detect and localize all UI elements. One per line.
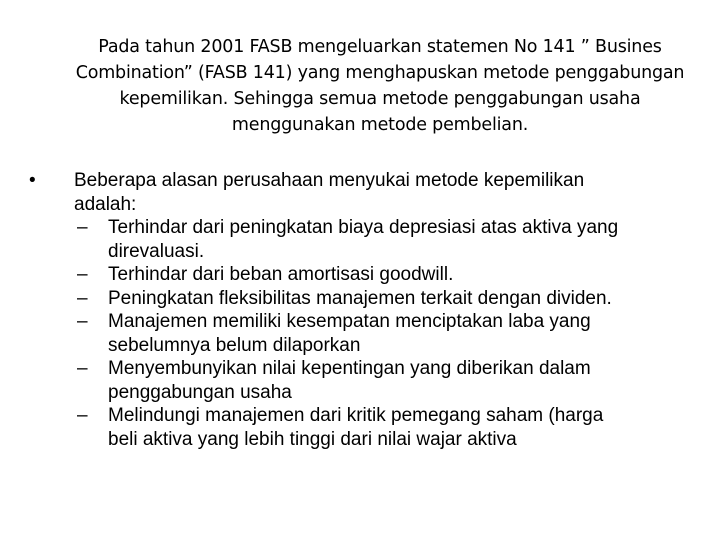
intro-line: Pada tahun 2001 FASB mengeluarkan statemen No 141 ” Busines: [98, 37, 662, 57]
dash-marker: –: [77, 287, 88, 309]
sub-bullet-item: [0, 404, 720, 451]
sub-bullet-item: [0, 216, 720, 263]
bullet-item: [0, 169, 720, 216]
sub-bullet-text-line: penggabungan usaha: [108, 381, 292, 403]
sub-bullet-list: [0, 216, 720, 451]
sub-bullet-text-line: Peningkatan fleksibilitas manajemen terkait dengan dividen.: [108, 287, 612, 309]
dash-marker: –: [77, 311, 88, 332]
intro-line: kepemilikan. Sehingga semua metode penggabungan usaha: [119, 89, 641, 109]
sub-bullet-text-line: beli aktiva yang lebih tinggi dari nilai wajar aktiva: [108, 428, 517, 450]
sub-bullet-text-line: Melindungi manajemen dari kritik pemegang saham (harga: [108, 405, 604, 426]
sub-bullet-item: [0, 310, 720, 357]
sub-bullet-item: [0, 287, 720, 311]
bullet-text-line: adalah:: [74, 193, 137, 215]
sub-bullet-text-line: Manajemen memiliki kesempatan menciptakan laba yang: [108, 311, 591, 332]
dash-marker: –: [77, 217, 88, 238]
sub-bullet-text-line: sebelumnya belum dilaporkan: [108, 334, 361, 356]
sub-bullet-text-line: Terhindar dari peningkatan biaya depresiasi atas aktiva yang: [108, 217, 619, 238]
sub-bullet-text-line: direvaluasi.: [108, 240, 205, 262]
sub-bullet-text-line: Terhindar dari beban amortisasi goodwill.: [108, 264, 454, 285]
sub-bullet-item: [0, 263, 720, 287]
bullet-text-line: Beberapa alasan perusahaan menyukai metode kepemilikan: [74, 170, 585, 191]
sub-bullet-item: [0, 357, 720, 404]
intro-line: Combination” (FASB 141) yang menghapuskan metode penggabungan: [75, 63, 685, 83]
intro-paragraph: [60, 34, 700, 138]
dash-marker: –: [77, 358, 88, 379]
intro-line: menggunakan metode pembelian.: [231, 115, 529, 135]
dash-marker: –: [77, 264, 88, 285]
sub-bullet-text-line: Menyembunyikan nilai kepentingan yang diberikan dalam: [108, 358, 591, 379]
bullet-marker: •: [29, 170, 36, 191]
bullet-list: [0, 169, 720, 451]
dash-marker: –: [77, 405, 88, 426]
